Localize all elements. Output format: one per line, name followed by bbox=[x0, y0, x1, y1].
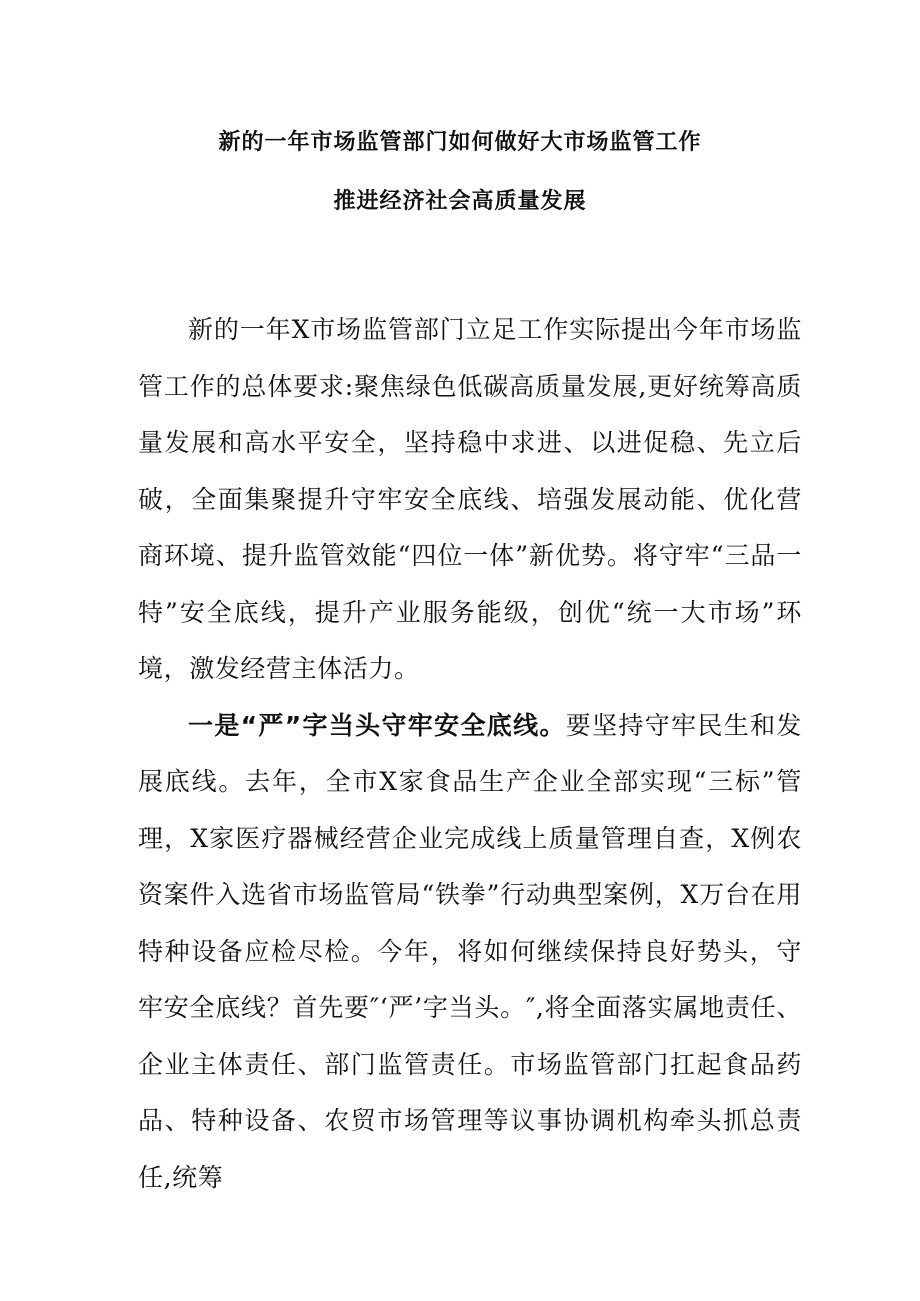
paragraph-overview-text: 新的一年X市场监管部门立足工作实际提出今年市场监管工作的总体要求:聚焦绿色低碳高质量发展,更好统筹高质量发展和高水平安全，坚持稳中求进、以进促稳、先立后破，全面集聚提升守牢安全底线、培强发展动能、优化营商环境、提升监管效能“四位一体”新优势。将守牢“三品一特”安全底线，提升产业服务能级，创优“统一大市场”环境，激发经营主体活力。 bbox=[138, 315, 802, 683]
paragraph-safety-heading: 一是“严”字当头守牢安全底线。 bbox=[188, 710, 566, 740]
paragraph-safety bbox=[138, 698, 802, 1207]
paragraph-overview bbox=[138, 302, 802, 698]
document-body bbox=[138, 302, 802, 1206]
paragraph-safety-text: 要坚持守牢民生和发展底线。去年，全市X家食品生产企业全部实现“三标”管理，X家医疗器械经营企业完成线上质量管理自查，X例农资案件入选省市场监管局“铁拳”行动典型案例，X万台在用特种设备应检尽检。今年，将如何继续保持良好势头，守牢安全底线？首先要″‘严’字当头。″,将全面落实属地责任、企业主体责任、部门监管责任。市场监管部门扛起食品药品、特种设备、农贸市场管理等议事协调机构牵头抓总责任,统筹 bbox=[138, 710, 802, 1192]
document-title-line-2: 推进经济社会高质量发展 bbox=[333, 189, 587, 214]
document-title-line-1: 新的一年市场监管部门如何做好大市场监管工作 bbox=[218, 130, 702, 155]
